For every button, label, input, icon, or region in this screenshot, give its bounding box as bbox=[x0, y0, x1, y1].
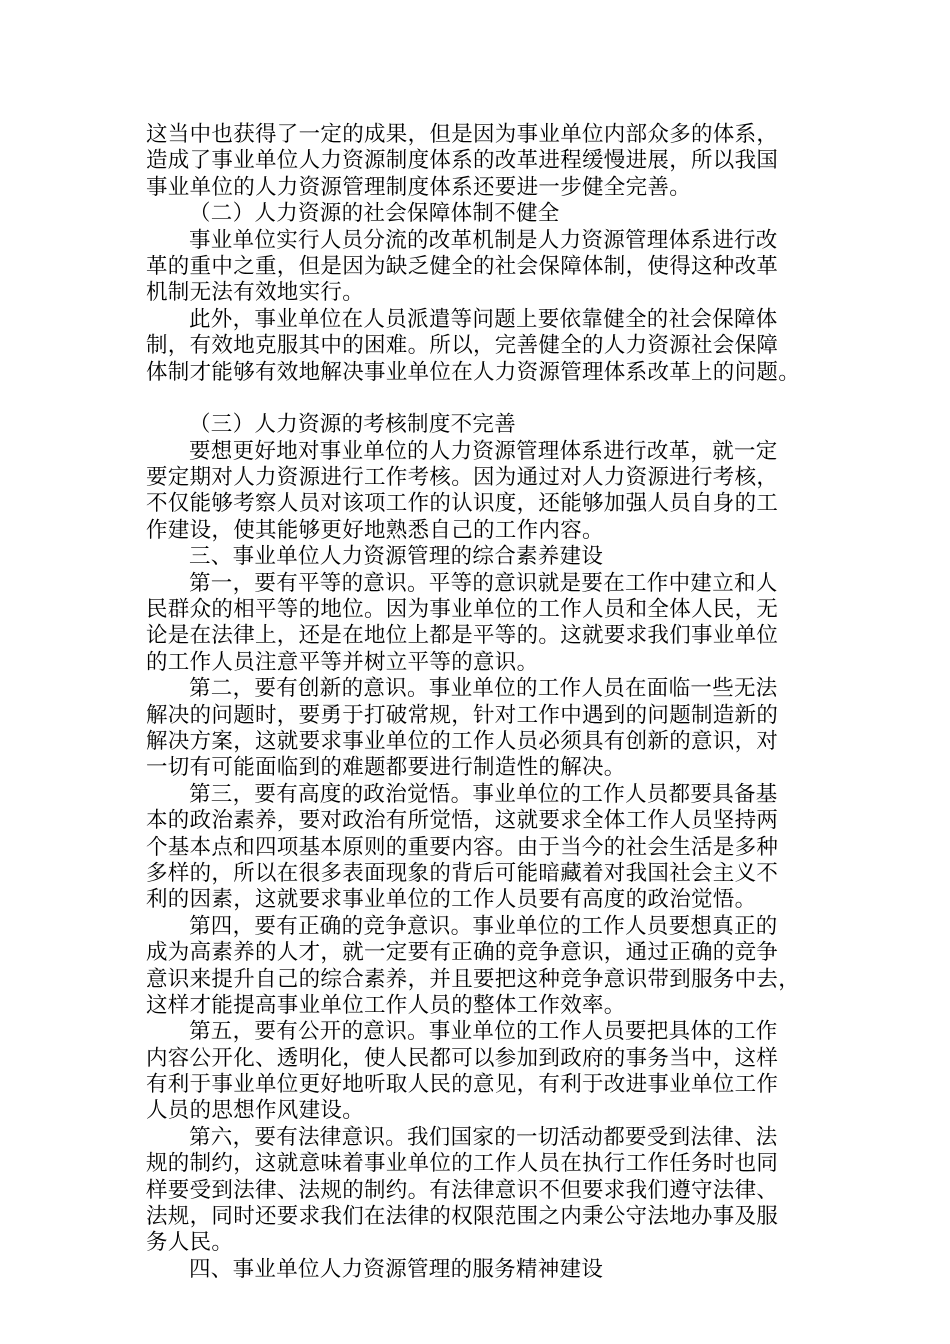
text-line: 一切有可能面临到的难题都要进行制造性的解决。 bbox=[146, 755, 626, 781]
text-line: 事业单位实行人员分流的改革机制是人力资源管理体系进行改 bbox=[189, 227, 778, 253]
text-line: 要想更好地对事业单位的人力资源管理体系进行改革，就一定 bbox=[189, 438, 778, 464]
text-line: 务人民。 bbox=[146, 1230, 234, 1256]
section-heading: （二）人力资源的社会保障体制不健全 bbox=[189, 201, 560, 227]
text-line: 论是在法律上，还是在地位上都是平等的。这就要求我们事业单位 bbox=[146, 623, 779, 649]
text-line: 造成了事业单位人力资源制度体系的改革进程缓慢进展，所以我国 bbox=[146, 148, 779, 174]
text-line: 事业单位的人力资源管理制度体系还要进一步健全完善。 bbox=[146, 174, 692, 200]
section-heading: 三、事业单位人力资源管理的综合素养建设 bbox=[189, 544, 604, 570]
text-line: 规的制约，这就意味着事业单位的工作人员在执行工作任务时也同 bbox=[146, 1151, 779, 1177]
text-line: 利的因素，这就要求事业单位的工作人员要有高度的政治觉悟。 bbox=[146, 887, 757, 913]
text-line: 第五，要有公开的意识。事业单位的工作人员要把具体的工作 bbox=[189, 1019, 778, 1045]
text-line: 此外，事业单位在人员派遣等问题上要依靠健全的社会保障体 bbox=[189, 306, 778, 332]
document-body bbox=[146, 122, 816, 1283]
text-line: 第一，要有平等的意识。平等的意识就是要在工作中建立和人 bbox=[189, 570, 778, 596]
text-line: 第二，要有创新的意识。事业单位的工作人员在面临一些无法 bbox=[189, 676, 778, 702]
text-line: 这样才能提高事业单位工作人员的整体工作效率。 bbox=[146, 992, 626, 1018]
text-line: 样要受到法律、法规的制约。有法律意识不但要求我们遵守法律、 bbox=[146, 1177, 779, 1203]
text-line: 制，有效地克服其中的困难。所以，完善健全的人力资源社会保障 bbox=[146, 333, 779, 359]
text-line: 成为高素养的人才，就一定要有正确的竞争意识，通过正确的竞争 bbox=[146, 940, 779, 966]
text-line: 意识来提升自己的综合素养，并且要把这种竞争意识带到服务中去， bbox=[146, 966, 801, 992]
text-line: 解决的问题时，要勇于打破常规，针对工作中遇到的问题制造新的 bbox=[146, 702, 779, 728]
text-line: 革的重中之重，但是因为缺乏健全的社会保障体制，使得这种改革 bbox=[146, 253, 779, 279]
text-line: 这当中也获得了一定的成果，但是因为事业单位内部众多的体系， bbox=[146, 122, 779, 147]
text-line: 多样的，所以在很多表面现象的背后可能暗藏着对我国社会主义不 bbox=[146, 860, 779, 886]
text-line: 内容公开化、透明化，使人民都可以参加到政府的事务当中，这样 bbox=[146, 1045, 779, 1071]
text-line: 有利于事业单位更好地听取人民的意见，有利于改进事业单位工作 bbox=[146, 1072, 779, 1098]
text-line: 不仅能够考察人员对该项工作的认识度，还能够加强人员自身的工 bbox=[146, 491, 779, 517]
text-line: 人员的思想作风建设。 bbox=[146, 1098, 365, 1124]
text-line: 第六，要有法律意识。我们国家的一切活动都要受到法律、法 bbox=[189, 1124, 778, 1150]
text-line: 民群众的相平等的地位。因为事业单位的工作人员和全体人民，无 bbox=[146, 597, 779, 623]
text-line: 的工作人员注意平等并树立平等的意识。 bbox=[146, 649, 539, 675]
text-line: 本的政治素养，要对政治有所觉悟，这就要求全体工作人员坚持两 bbox=[146, 808, 779, 834]
section-heading: 四、事业单位人力资源管理的服务精神建设 bbox=[189, 1256, 604, 1282]
text-line: 体制才能够有效地解决事业单位在人力资源管理体系改革上的问题。 bbox=[146, 359, 801, 385]
text-line: 机制无法有效地实行。 bbox=[146, 280, 365, 306]
text-line: 第三，要有高度的政治觉悟。事业单位的工作人员都要具备基 bbox=[189, 781, 778, 807]
text-line: 作建设，使其能够更好地熟悉自己的工作内容。 bbox=[146, 517, 604, 543]
blank-line bbox=[146, 386, 816, 412]
text-line: 法规，同时还要求我们在法律的权限范围之内秉公守法地办事及服 bbox=[146, 1204, 779, 1230]
section-heading: （三）人力资源的考核制度不完善 bbox=[189, 412, 517, 438]
text-line: 要定期对人力资源进行工作考核。因为通过对人力资源进行考核， bbox=[146, 465, 779, 491]
text-line: 解决方案，这就要求事业单位的工作人员必须具有创新的意识，对 bbox=[146, 728, 779, 754]
text-line: 第四，要有正确的竞争意识。事业单位的工作人员要想真正的 bbox=[189, 913, 778, 939]
text-line: 个基本点和四项基本原则的重要内容。由于当今的社会生活是多种 bbox=[146, 834, 779, 860]
